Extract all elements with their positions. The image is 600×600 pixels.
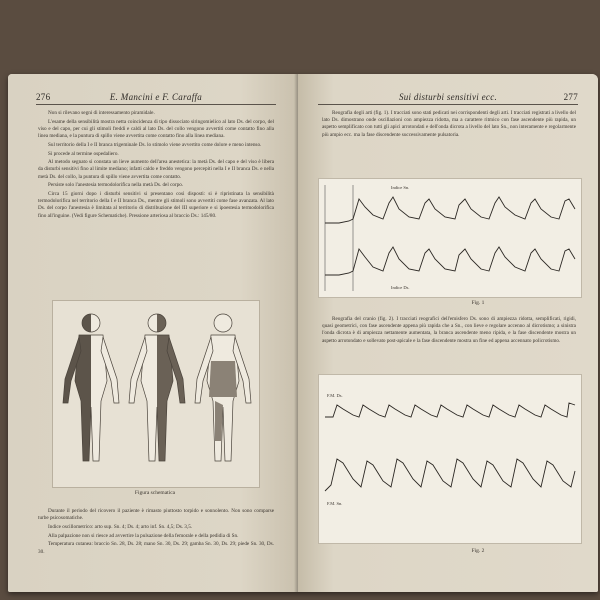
- rheography-cranium-svg: [319, 375, 581, 543]
- left-page-number: 276: [36, 92, 51, 102]
- paragraph: Reografia del cranio (fig. 2). I tracciati reografici dell'emisfero Ds. sono di ampiezza ridotta, semplificati, rigidi, quasi geometrici, con fase ascendente appena più rapida che a Sn., con lieve e regolare accenno al dicrotismo; a sinistra l'onda dicrota è di ampiezza nettamente aumentata, la branca ascendente meno ripida, e la fase discendente mostra un aspetto arrotondato e sollevato post-apicale e la fase discendente mostra un fine ed appena accennato policrotismo.: [322, 316, 576, 344]
- trace-upper: [325, 197, 575, 223]
- figure-1-label-top: Indice Sn.: [391, 185, 410, 190]
- paragraph: Si procede al termine ospedaliero.: [48, 150, 119, 157]
- figure-2-label-bottom: F.M. Sn.: [327, 501, 343, 506]
- paragraph: L'esame della sensibilità mostra netta coincidenza di tipo dissociato siringomielico al lato Ds. del corpo, del viso e del capo, per cui gli stimoli freddi e caldi al lato Ds. del collo vengono avvertiti come contatto fino alla linea mediana, e la puntura di spillo viene avvertita come contatto fino alla linea mediana.: [38, 118, 274, 140]
- trace-upper: [325, 403, 575, 417]
- rheography-limbs-svg: [319, 179, 581, 297]
- right-body-top: [322, 110, 576, 140]
- body-figures-illustration: [53, 301, 259, 487]
- left-header-title: E. Mancini e F. Caraffa: [109, 92, 203, 102]
- figure-back-view: [63, 314, 119, 461]
- paragraph: Durante il periodo del ricovero il paziente è rimasto piuttosto torpido e sonnolento. Non sono comparse turbe psicosomatiche.: [38, 508, 274, 522]
- paragraph: Al metodo segnato si constata un lieve aumento dell'area anestetica: la metà Ds. del capo e del viso è libera da disturbi sensitivi fino al limite mediano; infatti caldo e freddo vengono percepiti nella I e II branca Ds. e nella metà Ds. del collo, la puntura di spillo viene avvertita come contatto.: [38, 159, 274, 180]
- left-page: [8, 74, 298, 592]
- figure-front-view: [195, 314, 251, 461]
- book-spread: [8, 74, 598, 592]
- paragraph: Temperatura cutanea: braccio Sn. 28, Ds. 28; mano Sn. 30, Ds. 29; gamba Sn. 30, Ds. 29; piede Sn. 30, Ds. 30.: [38, 541, 274, 555]
- figure-1-caption: Fig. 1: [471, 300, 485, 306]
- left-running-head: [36, 92, 276, 105]
- paragraph: Reografia degli arti (fig. 1). I tracciati sono stati pedicati nei corrispondenti degli arti. I tracciati registrati a livello del lato Ds. dimostrano onde oscillazioni con ampiezza ridotta, ma a carattere ritmico con fase ascendente più rapida, un aspetto semplificato con tutti gli apici arrotondati e dell'onda dicrota a livello del lato Sn., non interamente e regolarmente più ampio ecc. ma la fase discendente successivamente pulsatoria.: [322, 110, 576, 138]
- right-body-mid: [322, 316, 576, 346]
- paragraph: Non si rilevano segni di interessamento piramidale.: [48, 110, 155, 116]
- schematic-figure: [52, 300, 260, 488]
- figure-1-label-bottom: Indice Ds.: [391, 285, 410, 290]
- left-body-bottom: [38, 508, 274, 557]
- right-page: [298, 74, 598, 592]
- figure-2-caption: Fig. 2: [471, 548, 485, 554]
- trace-lower: [325, 247, 575, 275]
- left-body-top: [38, 110, 274, 221]
- figure-2-label-top: F.M. Ds.: [327, 393, 343, 398]
- paragraph: Persiste solo l'anestesia termodolorifica nella metà Ds. del corpo.: [48, 182, 184, 189]
- figure-2-traces: [318, 374, 582, 544]
- right-header-title: Sui disturbi sensitivi ecc.: [398, 92, 498, 102]
- paragraph: Indice oscillometrico: arto sup. Sn. 4; Ds. 4; arto inf. Sn. 4,5; Ds. 3,5.: [48, 523, 193, 530]
- paragraph: Sul territorio della I e II branca trigeminale Ds. lo stimolo viene avvertito come dolore e meno intenso.: [48, 141, 262, 148]
- paragraph: Circa 15 giorni dopo i disturbi sensitivi si presentano così disposti: si è ripristinata la sensibilità termodolorifica nel territorio della I e II branca Ds., mentre gli stimoli sono avvertiti come fase avanzata. Al lato Ds. del corpo l'anestesia è limitata al territorio di distribuzione del III superiore e si ipoestesia termodolorifica fino all'inguine. (Vedi figure Schematiche). Pressione arteriosa al braccio Ds.: 145/80.: [38, 191, 274, 219]
- schematic-figure-caption: Figura schematica: [134, 490, 176, 496]
- figure-1-traces: [318, 178, 582, 298]
- figure-side-view: [129, 314, 185, 461]
- right-page-number: 277: [563, 92, 578, 102]
- paragraph: Alla palpazione non si riesce ad avvertire la pulsazione della femorale e della pedidia di Sn.: [48, 532, 239, 539]
- right-running-head: [318, 92, 578, 105]
- trace-lower: [325, 459, 575, 491]
